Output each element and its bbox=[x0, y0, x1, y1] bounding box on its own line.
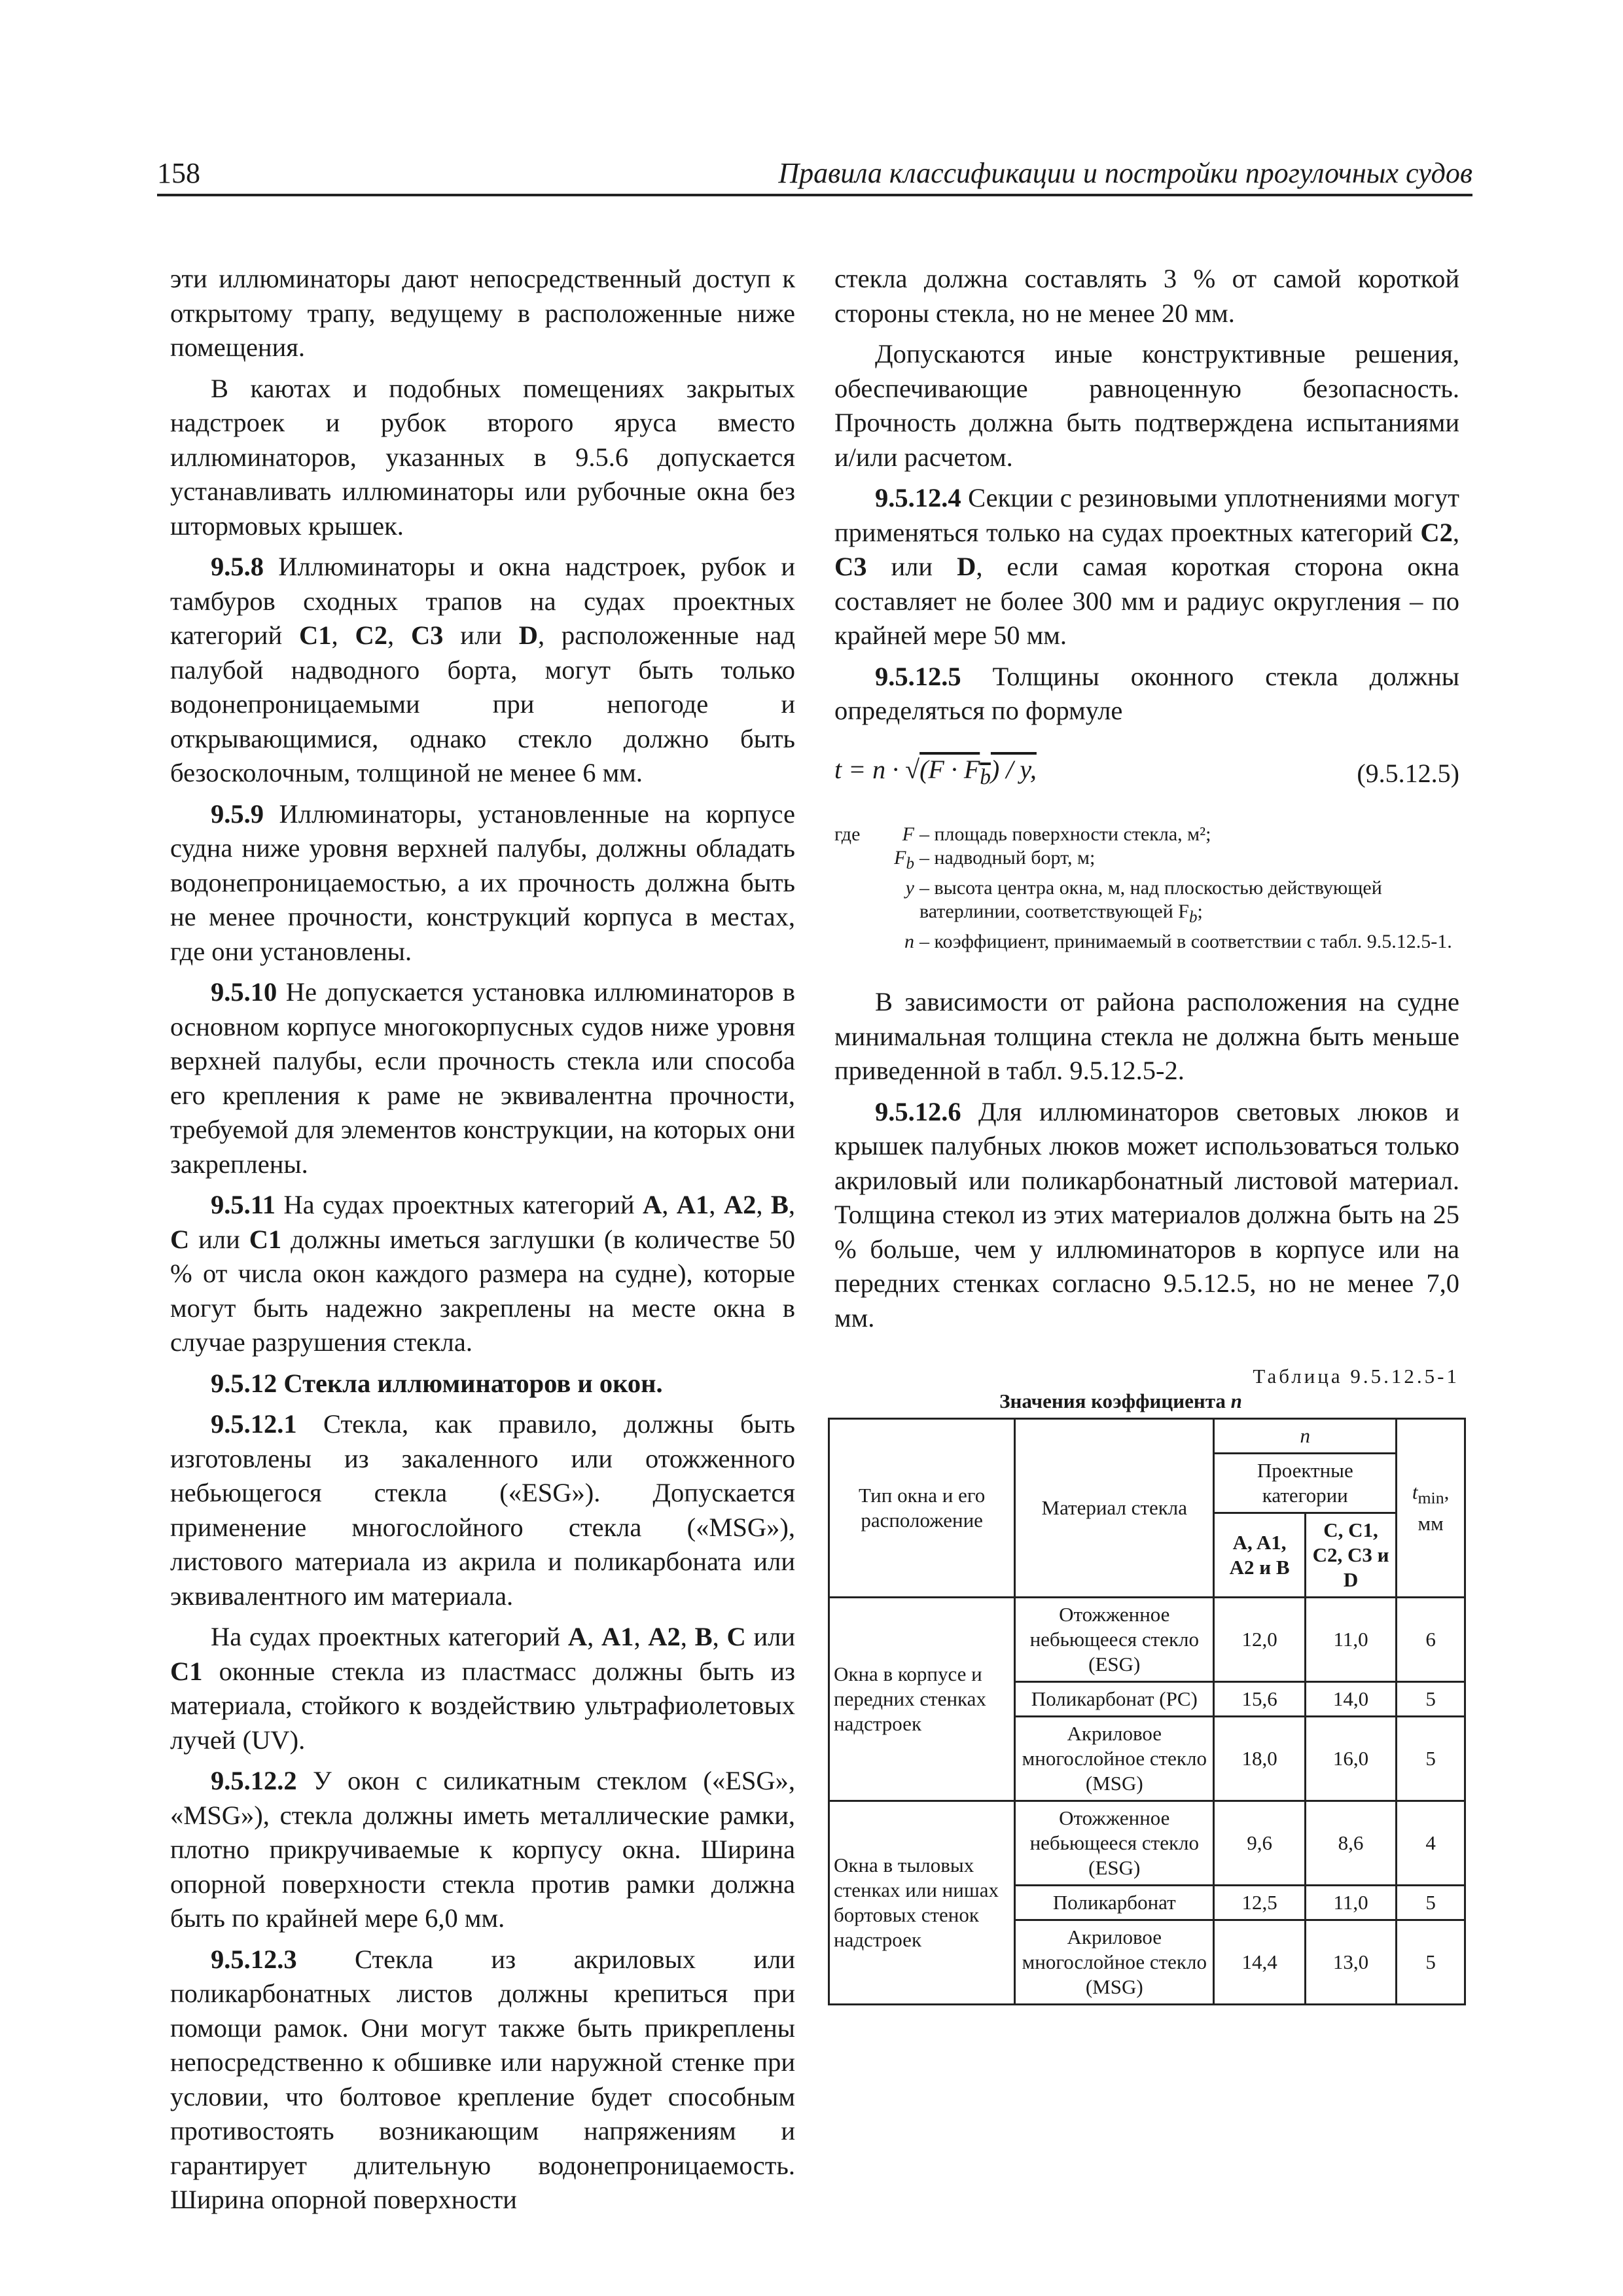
separator: , bbox=[1452, 517, 1459, 547]
category-label: C bbox=[726, 1622, 746, 1651]
paragraph-9-5-12-2 bbox=[170, 1764, 795, 1936]
formula-radicand-text: (F · F bbox=[919, 755, 980, 785]
cell-tmin: 4 bbox=[1397, 1801, 1465, 1886]
paragraph-9-5-12-6 bbox=[834, 1095, 1459, 1336]
paragraph-9-5-12-5 bbox=[834, 660, 1459, 728]
legend-where: где bbox=[834, 823, 861, 845]
formula-lhs: t = n · √ bbox=[834, 755, 920, 785]
separator: , bbox=[709, 1190, 724, 1219]
legend-desc: – площадь поверхности стекла, м²; bbox=[919, 823, 1211, 845]
category-label: C1 bbox=[298, 620, 332, 650]
table-header-row bbox=[829, 1419, 1465, 1454]
separator: или bbox=[745, 1622, 796, 1651]
legend-desc-end: ; bbox=[1197, 901, 1203, 922]
clause-number: 9.5.9 bbox=[211, 798, 264, 829]
category-label: A bbox=[643, 1190, 662, 1219]
clause-number: 9.5.12.1 bbox=[211, 1409, 297, 1439]
separator: , bbox=[387, 620, 411, 650]
header-n: n bbox=[1214, 1419, 1397, 1454]
category-label: D bbox=[957, 552, 976, 581]
header-window-type: Тип окна и его расположение bbox=[829, 1419, 1015, 1598]
legend-row bbox=[834, 876, 1459, 930]
category-label: C1 bbox=[170, 1656, 203, 1686]
legend-symbol bbox=[880, 930, 919, 954]
legend-row bbox=[834, 823, 1459, 847]
category-label: B bbox=[770, 1190, 789, 1219]
cell-n1: 18,0 bbox=[1214, 1717, 1305, 1801]
paragraph-9-5-12-1 bbox=[170, 1407, 795, 1613]
category-label: A1 bbox=[676, 1190, 709, 1219]
cell-material: Отожженное небьющееся стекло (ESG) bbox=[1015, 1598, 1214, 1682]
paragraph: В каютах и подобных помещениях закрытых надстроек и рубок второго яруса вместо иллюминаторов, указанных в 9.5.6 допускается устанавливать иллюминаторы или рубочные окна без штормовых крышек. bbox=[170, 373, 795, 541]
table-subcaption-text: Значения коэффициента bbox=[999, 1390, 1231, 1412]
category-label: C bbox=[170, 1224, 190, 1254]
legend-symbol-text: F bbox=[902, 823, 914, 845]
category-label: C3 bbox=[834, 552, 867, 581]
cell-n2: 14,0 bbox=[1305, 1682, 1396, 1717]
cell-material: Акриловое многослойное стекло (MSG) bbox=[1015, 1920, 1214, 2005]
legend-desc bbox=[919, 876, 1459, 930]
formula-expression bbox=[834, 753, 1037, 795]
clause-number: 9.5.12.5 bbox=[875, 661, 961, 691]
separator: , bbox=[680, 1622, 695, 1651]
legend-symbol-text: F bbox=[894, 847, 906, 869]
cell-tmin: 5 bbox=[1397, 1886, 1465, 1920]
paragraph-9-5-9 bbox=[170, 797, 795, 969]
cell-material: Акриловое многослойное стекло (MSG) bbox=[1015, 1717, 1214, 1801]
legend-row bbox=[834, 930, 1459, 954]
formula-legend bbox=[834, 823, 1459, 954]
legend-desc: – коэффициент, принимаемый в соответствии с табл. 9.5.12.5-1. bbox=[919, 930, 1452, 952]
separator: , bbox=[331, 620, 355, 650]
clause-number: 9.5.8 bbox=[211, 552, 264, 581]
clause-number: 9.5.12.3 bbox=[211, 1944, 297, 1974]
legend-symbol bbox=[880, 876, 919, 930]
clause-text: Для иллюминаторов световых люков и крышек палубных люков может использоваться только акриловый или поликарбонатный листовой материал. Толщина стекол из этих материалов должна быть на 25 % больше, чем у иллюминаторов в корпусе или на передних стенках согласно 9.5.12.5, но не менее 7,0 мм. bbox=[834, 1096, 1459, 1333]
clause-number: 9.5.12.2 bbox=[211, 1766, 297, 1795]
cell-n1: 12,5 bbox=[1214, 1886, 1305, 1920]
cell-tmin: 5 bbox=[1397, 1682, 1465, 1717]
clause-number: 9.5.11 bbox=[211, 1190, 276, 1219]
legend-desc-sub: b bbox=[1188, 908, 1198, 926]
table-subcaption-symbol: n bbox=[1230, 1390, 1242, 1412]
separator: , bbox=[756, 1190, 771, 1219]
page-number: 158 bbox=[157, 157, 200, 189]
category-label: C2 bbox=[1420, 517, 1453, 547]
separator: или bbox=[189, 1224, 249, 1254]
category-label: A bbox=[567, 1622, 588, 1651]
clause-text: Иллюминаторы, установленные на корпусе судна ниже уровня верхней палубы, должны обладать водонепроницаемостью, а их прочность должна быть не менее прочности, конструкций корпуса в местах, где они установлены. bbox=[170, 798, 795, 966]
formula-number: (9.5.12.5) bbox=[1357, 759, 1459, 789]
header-tmin bbox=[1397, 1419, 1465, 1598]
paragraph-9-5-12-3 bbox=[170, 1943, 795, 2217]
separator: , bbox=[788, 1190, 796, 1219]
category-label: A1 bbox=[601, 1622, 634, 1651]
legend-symbol bbox=[880, 846, 919, 876]
cell-n1: 12,0 bbox=[1214, 1598, 1305, 1682]
coefficient-table bbox=[828, 1418, 1466, 2005]
header-design-categories: Проектные категории bbox=[1214, 1454, 1397, 1513]
clause-text: Не допускается установка иллюминаторов в основном корпусе многокорпусных судов ниже уровня верхней палубы, если прочность стекла или способа его крепления к раме не эквивалентна прочности, требуемой для элементов конструкции, на которых они закреплены. bbox=[170, 977, 795, 1179]
category-label: C3 bbox=[410, 620, 444, 650]
tmin-subscript: min bbox=[1418, 1488, 1444, 1508]
clause-text: На судах проектных категорий bbox=[211, 1622, 568, 1651]
cell-n1: 14,4 bbox=[1214, 1920, 1305, 2005]
separator: , bbox=[712, 1622, 727, 1651]
cell-tmin: 5 bbox=[1397, 1717, 1465, 1801]
category-label: B bbox=[694, 1622, 713, 1651]
paragraph: эти иллюминаторы дают непосредственный доступ к открытому трапу, ведущему в расположенные ниже помещения. bbox=[170, 264, 795, 362]
paragraph-9-5-11 bbox=[170, 1188, 795, 1360]
clause-text: У окон с силикатным стеклом («ESG», «MSG»), стекла должны иметь металлические рамки, плотно прикручиваемые к корпусу окна. Ширина опорной поверхности стекла против рамки должна быть по крайней мере 6,0 мм. bbox=[170, 1766, 795, 1933]
clause-text: Толщины оконного стекла должны определяться по формуле bbox=[834, 661, 1459, 725]
table-subcaption bbox=[834, 1389, 1459, 1414]
cell-n2: 11,0 bbox=[1305, 1598, 1396, 1682]
paragraph-9-5-8 bbox=[170, 550, 795, 791]
legend-symbol-sub: b bbox=[906, 855, 914, 872]
cell-tmin: 5 bbox=[1397, 1920, 1465, 2005]
category-label: C2 bbox=[355, 620, 387, 650]
clause-text: Стекла, как правило, должны быть изготовлены из закаленного или отожженного небьющегося стекла («ESG»). Допускается применение многослойного стекла («MSG»), листового материала из акрила и поликарбоната или эквивалентного им материала. bbox=[170, 1409, 795, 1611]
clause-number: 9.5.12.6 bbox=[875, 1096, 961, 1126]
running-title: Правила классификации и постройки прогулочных судов bbox=[778, 157, 1472, 189]
clause-text: должны иметься заглушки (в количестве 50 % от числа окон каждого размера на судне), которые могут быть надежно закреплены на месте окна в случае разрушения стекла. bbox=[170, 1224, 795, 1357]
category-label: A2 bbox=[723, 1190, 757, 1219]
category-label: D bbox=[518, 620, 538, 650]
left-column bbox=[170, 262, 795, 2217]
separator: или bbox=[443, 620, 519, 650]
clause-text: Стекла из акриловых или поликарбонатных листов должны крепиться при помощи рамок. Они могут также быть прикреплены непосредственно к обшивке или наружной стенке при условии, что болтовое крепление будет способным противостоять возникающим напряжениям и гарантирует длительную водонепроницаемость. Ширина опорной поверхности bbox=[170, 1944, 795, 2214]
paragraph: Допускаются иные конструктивные решения, обеспечивающие равноценную безопасность. Прочность должна быть подтверждена испытаниями и/или расчетом. bbox=[834, 339, 1459, 472]
separator: , bbox=[633, 1622, 649, 1651]
cell-n2: 11,0 bbox=[1305, 1886, 1396, 1920]
legend-symbol-text: y bbox=[905, 876, 914, 899]
header-category-group-1: A, A1, A2 и B bbox=[1214, 1513, 1305, 1598]
clause-number: 9.5.10 bbox=[211, 977, 277, 1007]
section-heading-9-5-12 bbox=[170, 1367, 795, 1401]
cell-material: Поликарбонат (PC) bbox=[1015, 1682, 1214, 1717]
separator: , bbox=[662, 1190, 677, 1219]
table-caption: Таблица 9.5.12.5-1 bbox=[1253, 1365, 1459, 1388]
formula bbox=[834, 755, 1459, 794]
section-heading-text: 9.5.12 Стекла иллюминаторов и окон. bbox=[211, 1368, 663, 1398]
legend-row bbox=[834, 846, 1459, 876]
page-header bbox=[157, 156, 1472, 196]
paragraph: стекла должна составлять 3 % от самой короткой стороны стекла, но не менее 20 мм. bbox=[834, 264, 1459, 328]
formula-radicand bbox=[919, 755, 1037, 790]
separator: или bbox=[866, 552, 957, 581]
paragraph: В зависимости от района расположения на судне минимальная толщина стекла не должна быть меньше приведенной в табл. 9.5.12.5-2. bbox=[834, 987, 1459, 1085]
formula-tail: ) / y, bbox=[990, 755, 1037, 785]
legend-symbol-text: n bbox=[904, 930, 914, 952]
paragraph-9-5-10 bbox=[170, 975, 795, 1181]
cell-window-type: Окна в корпусе и передних стенках надстроек bbox=[829, 1598, 1015, 1801]
clause-text: Секции с резиновыми уплотнениями могут применяться только на судах проектных категорий bbox=[834, 483, 1459, 547]
cell-window-type: Окна в тыловых стенках или нишах бортовых стенок надстроек bbox=[829, 1801, 1015, 2005]
paragraph-9-5-12-4 bbox=[834, 481, 1459, 653]
cell-material: Отожженное небьющееся стекло (ESG) bbox=[1015, 1801, 1214, 1886]
header-glass-material: Материал стекла bbox=[1015, 1419, 1214, 1598]
formula-subscript: b bbox=[980, 765, 991, 790]
clause-text: , расположенные над палубой надводного борта, могут быть только водонепроницаемыми при непогоде и открывающимися, однако стекло должно быть безосколочным, толщиной не менее 6 мм. bbox=[170, 620, 796, 787]
separator: , bbox=[587, 1622, 601, 1651]
clause-text: Иллюминаторы и окна надстроек, рубок и тамбуров сходных трапов на судах проектных категорий bbox=[170, 552, 795, 650]
cell-tmin: 6 bbox=[1397, 1598, 1465, 1682]
legend-desc-text: – высота центра окна, м, над плоскостью действующей ватерлинии, соответствующей F bbox=[919, 876, 1382, 922]
cell-material: Поликарбонат bbox=[1015, 1886, 1214, 1920]
table-row bbox=[829, 1801, 1465, 1886]
legend-desc: – надводный борт, м; bbox=[919, 847, 1096, 869]
category-label: A2 bbox=[648, 1622, 681, 1651]
category-label: C1 bbox=[249, 1224, 282, 1254]
header-category-group-2: C, C1, C2, C3 и D bbox=[1305, 1513, 1396, 1598]
cell-n2: 13,0 bbox=[1305, 1920, 1396, 2005]
cell-n2: 16,0 bbox=[1305, 1717, 1396, 1801]
paragraph-uv bbox=[170, 1620, 795, 1757]
tmin-unit: , мм bbox=[1418, 1480, 1450, 1535]
cell-n2: 8,6 bbox=[1305, 1801, 1396, 1886]
table-row bbox=[829, 1598, 1465, 1682]
cell-n1: 15,6 bbox=[1214, 1682, 1305, 1717]
tmin-symbol: t bbox=[1412, 1480, 1418, 1504]
cell-n1: 9,6 bbox=[1214, 1801, 1305, 1886]
legend-symbol bbox=[880, 823, 919, 847]
right-column bbox=[834, 262, 1459, 2005]
clause-text: оконные стекла из пластмасс должны быть из материала, стойкого к воздействию ультрафиолетовых лучей (UV). bbox=[170, 1656, 795, 1755]
clause-text: На судах проектных категорий bbox=[276, 1190, 643, 1219]
clause-text: , если самая короткая сторона окна составляет не более 300 мм и радиус округления – по крайней мере 50 мм. bbox=[834, 552, 1459, 650]
clause-number: 9.5.12.4 bbox=[875, 483, 961, 512]
